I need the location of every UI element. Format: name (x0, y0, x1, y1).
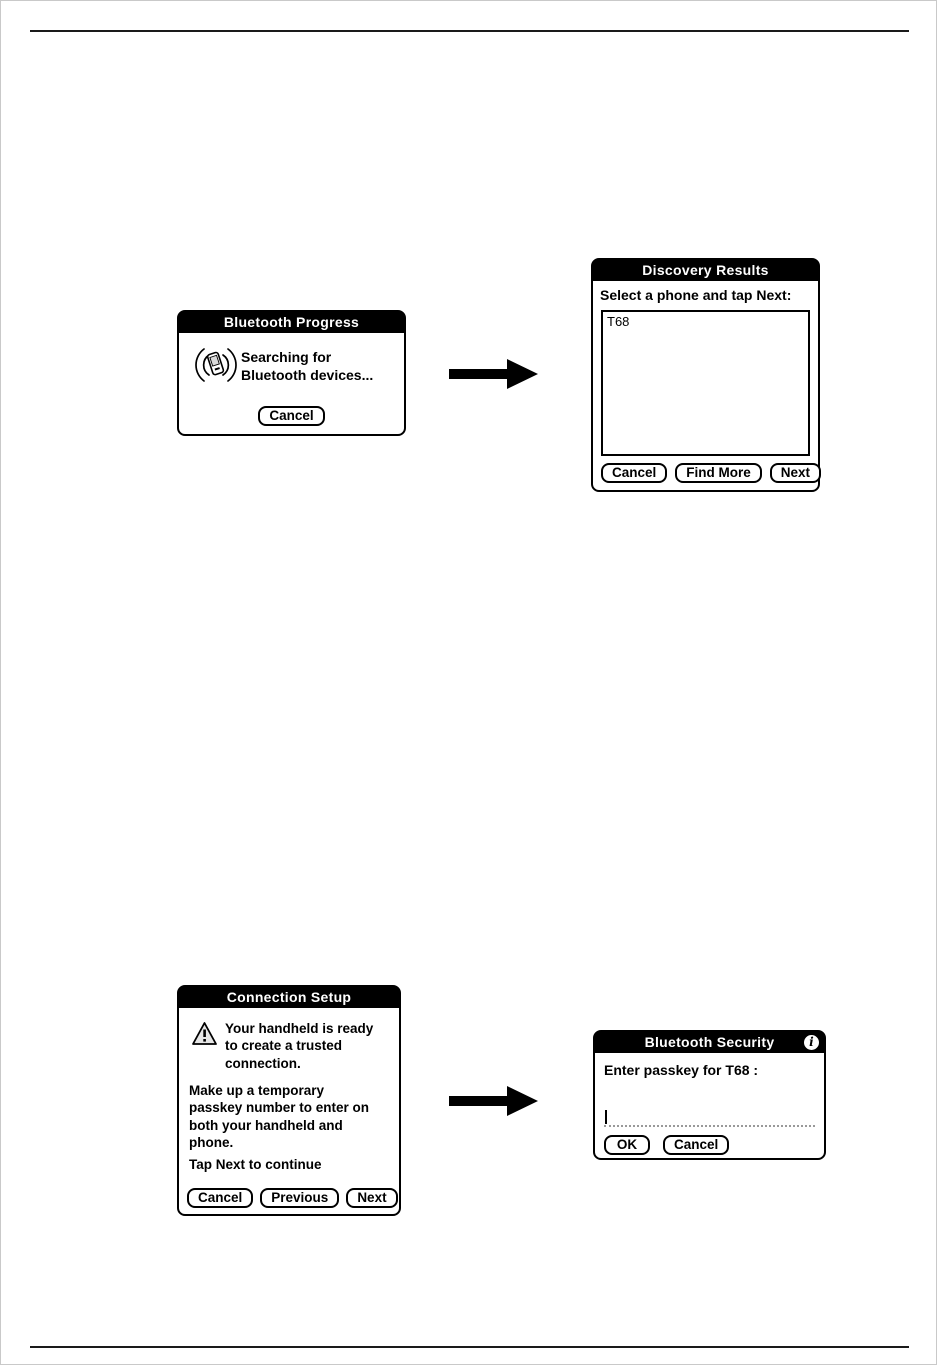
select-phone-instruction: Select a phone and tap Next: (600, 287, 792, 303)
text-cursor (605, 1110, 607, 1124)
cancel-button[interactable]: Cancel (187, 1188, 253, 1208)
warning-icon (191, 1021, 218, 1046)
passkey-input[interactable] (604, 1106, 815, 1127)
cancel-button[interactable]: Cancel (258, 406, 324, 426)
cancel-button[interactable]: Cancel (663, 1135, 729, 1155)
bluetooth-progress-title: Bluetooth Progress (179, 312, 404, 333)
flow-arrow-right-bottom (449, 1085, 539, 1117)
ok-button[interactable]: OK (604, 1135, 650, 1155)
passkey-prompt: Enter passkey for T68 : (604, 1062, 759, 1078)
progress-message: Searching for Bluetooth devices... (241, 349, 374, 383)
device-list-item[interactable]: T68 (607, 314, 630, 329)
previous-button[interactable]: Previous (260, 1188, 339, 1208)
bluetooth-security-title-text: Bluetooth Security (644, 1034, 775, 1050)
next-button[interactable]: Next (770, 463, 821, 483)
connection-setup-dialog (177, 985, 401, 1216)
tap-next-message: Tap Next to continue (189, 1157, 322, 1172)
bluetooth-security-title (595, 1032, 824, 1053)
next-button[interactable]: Next (346, 1188, 397, 1208)
page-top-rule (30, 30, 909, 32)
cancel-button[interactable]: Cancel (601, 463, 667, 483)
device-list[interactable] (601, 310, 810, 456)
bluetooth-search-icon (193, 342, 239, 388)
discovery-results-title: Discovery Results (593, 260, 818, 281)
bluetooth-security-dialog (593, 1030, 826, 1160)
page-bottom-rule (30, 1346, 909, 1348)
flow-arrow-right-top (449, 358, 539, 390)
passkey-instruction-message: Make up a temporary passkey number to enter on both your handheld and phone. (189, 1083, 370, 1150)
connection-setup-title: Connection Setup (179, 987, 399, 1008)
bluetooth-progress-dialog (177, 310, 406, 436)
discovery-results-dialog (591, 258, 820, 492)
find-more-button[interactable]: Find More (675, 463, 762, 483)
trusted-connection-message: Your handheld is ready to create a trusted connection. (225, 1021, 374, 1071)
info-icon[interactable]: i (804, 1035, 819, 1050)
